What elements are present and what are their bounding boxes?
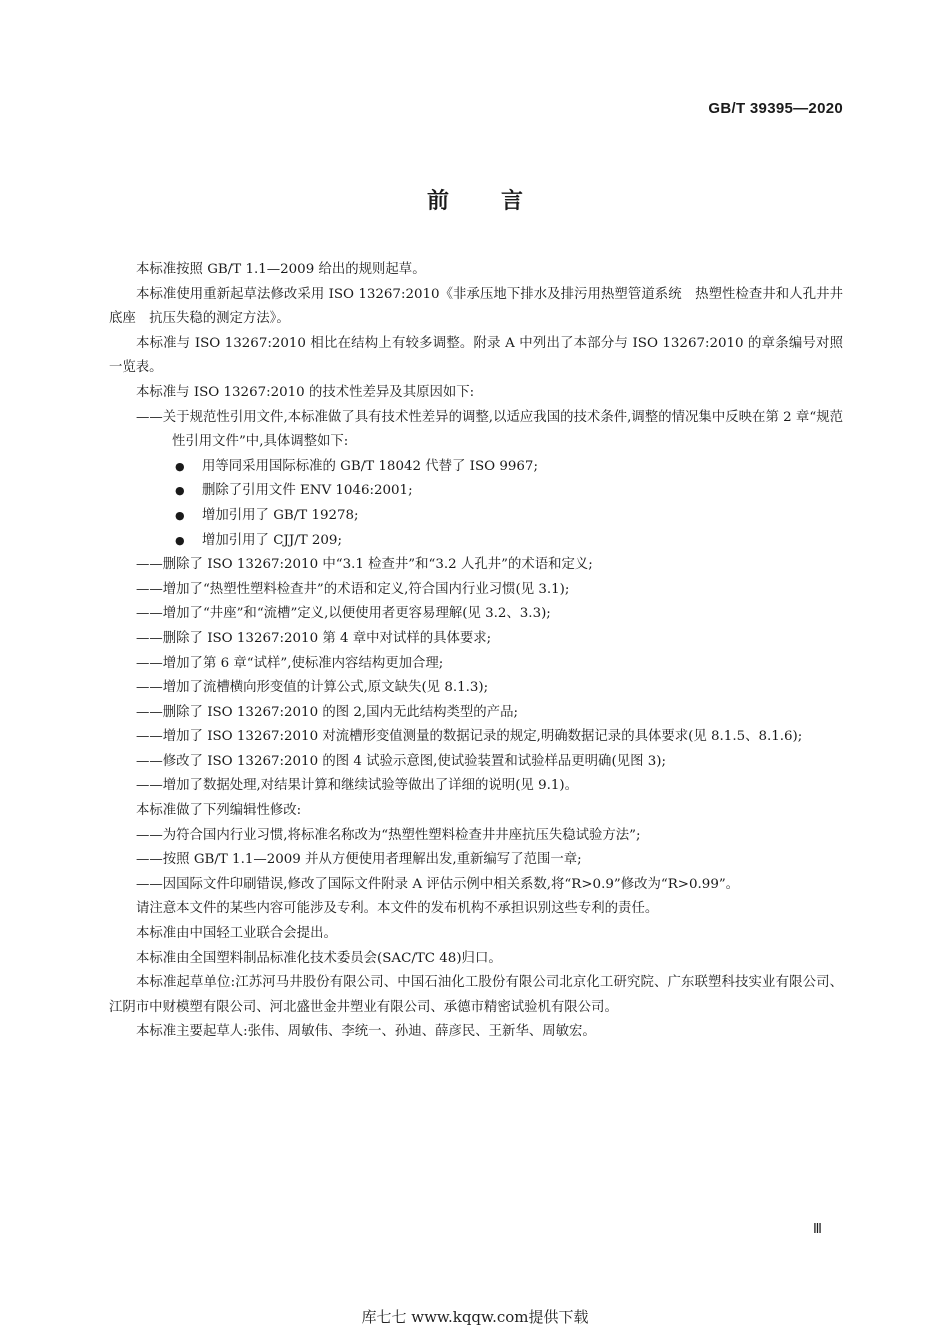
dash-item: ——增加了 ISO 13267:2010 对流槽形变值测量的数据记录的规定,明确数据记录的具体要求(见 8.1.5、8.1.6); xyxy=(136,729,803,745)
paragraph: 本标准由全国塑料制品标准化技术委员会(SAC/TC 48)归口。 xyxy=(136,950,502,966)
paragraph: 本标准做了下列编辑性修改: xyxy=(136,803,302,819)
dash-item: ——增加了流槽横向形变值的计算公式,原文缺失(见 8.1.3); xyxy=(136,680,489,696)
paragraph: 本标准与 ISO 13267:2010 相比在结构上有较多调整。附录 A 中列出了本部分与 ISO 13267:2010 的章条编号对照一览表。 xyxy=(109,335,843,376)
document-body xyxy=(109,258,843,1045)
dash-item: ——为符合国内行业习惯,将标准名称改为“热塑性塑料检查井井座抗压失稳试验方法”; xyxy=(136,827,641,843)
bullet-icon: ● xyxy=(175,459,185,473)
standard-code: GB/T 39395—2020 xyxy=(708,100,843,117)
paragraph: 本标准起草单位:江苏河马井股份有限公司、中国石油化工股份有限公司北京化工研究院、广东联塑科技实业有限公司、江阴市中财模塑有限公司、河北盛世金井塑业有限公司、承德市精密试验机有限公司。 xyxy=(109,975,843,1015)
dash-item: ——增加了“井座”和“流槽”定义,以便使用者更容易理解(见 3.2、3.3); xyxy=(136,606,551,622)
paragraph: 本标准使用重新起草法修改采用 ISO 13267:2010《非承压地下排水及排污用热塑管道系统 热塑性检查井和人孔井井底座 抗压失稳的测定方法》。 xyxy=(109,286,843,327)
dash-item: ——因国际文件印刷错误,修改了国际文件附录 A 评估示例中相关系数,将“R>0.9”修改为“R>0.99”。 xyxy=(136,876,740,892)
bullet-text: 删除了引用文件 ENV 1046:2001; xyxy=(202,483,413,499)
bullet-icon: ● xyxy=(175,508,185,522)
paragraph: 请注意本文件的某些内容可能涉及专利。本文件的发布机构不承担识别这些专利的责任。 xyxy=(136,901,659,917)
page-title: 前言 xyxy=(426,189,575,214)
bullet-text: 增加引用了 GB/T 19278; xyxy=(202,507,359,523)
bullet-item xyxy=(109,504,843,529)
bullet-item xyxy=(109,529,843,554)
dash-item: ——增加了第 6 章“试样”,使标准内容结构更加合理; xyxy=(136,655,444,671)
bullet-icon: ● xyxy=(175,484,185,498)
dash-item: ——增加了数据处理,对结果计算和继续试验等做出了详细的说明(见 9.1)。 xyxy=(136,778,578,794)
dash-item: ——删除了 ISO 13267:2010 第 4 章中对试样的具体要求; xyxy=(136,630,492,646)
bullet-text: 用等同采用国际标准的 GB/T 18042 代替了 ISO 9967; xyxy=(202,458,538,474)
dash-item: ——修改了 ISO 13267:2010 的图 4 试验示意图,使试验装置和试验样品更明确(见图 3); xyxy=(136,753,666,769)
bullet-item xyxy=(109,479,843,504)
bullet-icon: ● xyxy=(175,533,185,547)
dash-item: ——增加了“热塑性塑料检查井”的术语和定义,符合国内行业习惯(见 3.1); xyxy=(136,581,570,597)
paragraph: 本标准与 ISO 13267:2010 的技术性差异及其原因如下: xyxy=(136,384,475,400)
bullet-text: 增加引用了 CJJ/T 209; xyxy=(202,532,342,548)
page-number: Ⅲ xyxy=(813,1222,822,1237)
paragraph: 本标准按照 GB/T 1.1—2009 给出的规则起草。 xyxy=(136,262,426,277)
dash-item: ——删除了 ISO 13267:2010 中“3.1 检查井”和“3.2 人孔井”的术语和定义; xyxy=(136,557,593,573)
paragraph: 本标准主要起草人:张伟、周敏伟、李统一、孙迪、薛彦民、王新华、周敏宏。 xyxy=(136,1024,596,1040)
dash-item: ——关于规范性引用文件,本标准做了具有技术性差异的调整,以适应我国的技术条件,调整的情况集中反映在第 2 章“规范性引用文件”中,具体调整如下: xyxy=(136,409,843,450)
dash-item: ——删除了 ISO 13267:2010 的图 2,国内无此结构类型的产品; xyxy=(136,704,518,720)
bullet-item xyxy=(109,455,843,480)
paragraph: 本标准由中国轻工业联合会提出。 xyxy=(136,926,337,942)
dash-item: ——按照 GB/T 1.1—2009 并从方便使用者理解出发,重新编写了范围一章; xyxy=(136,852,582,868)
download-footer: 库七七 www.kqqw.com提供下载 xyxy=(361,1308,589,1326)
